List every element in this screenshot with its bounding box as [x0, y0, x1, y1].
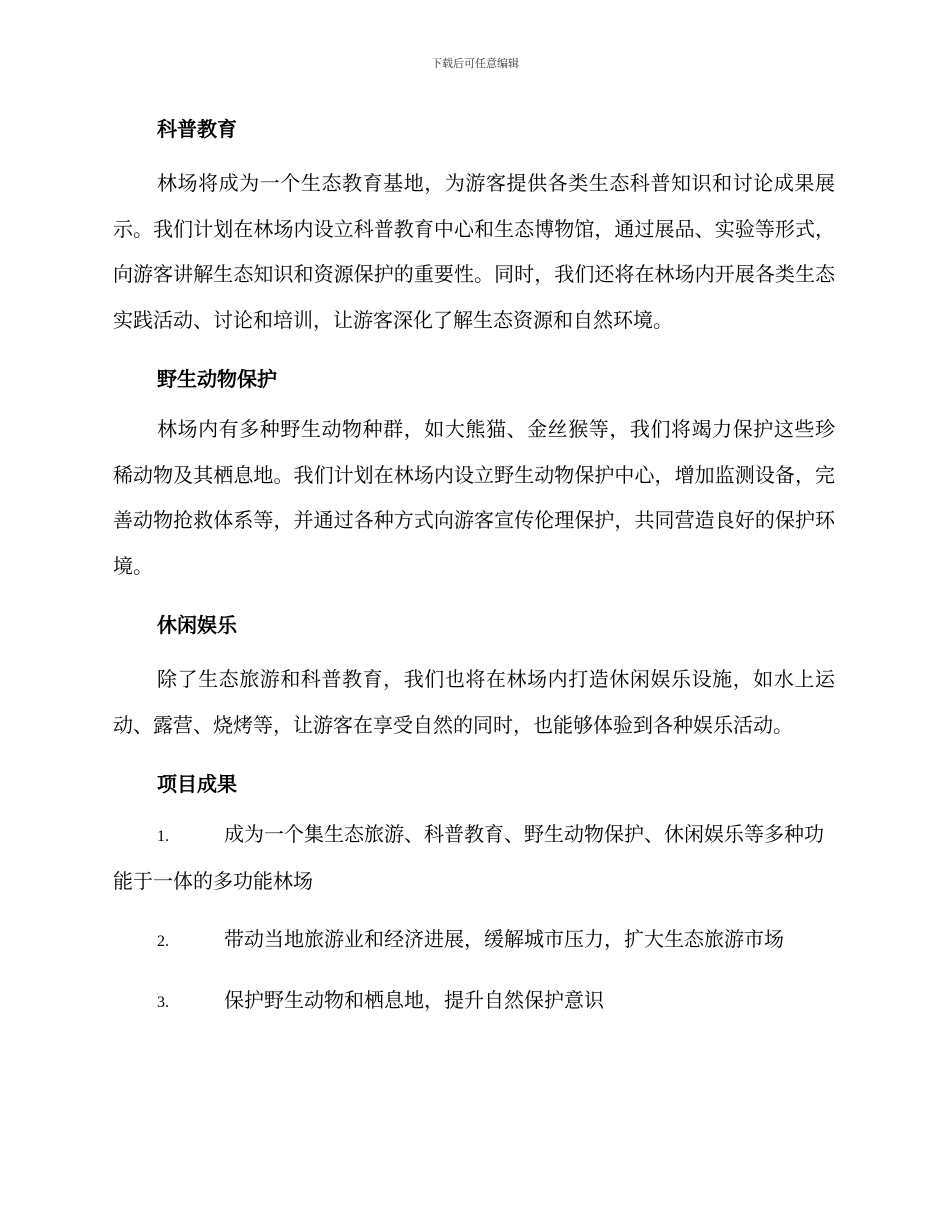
- section-heading-science-education: 科普教育: [157, 117, 237, 141]
- section-paragraph-leisure: 除了生态旅游和科普教育，我们也将在林场内打造休闲娱乐设施，如水上运动、露营、烧烤等，让游客在享受自然的同时，也能够体验到各种娱乐活动。: [113, 667, 835, 737]
- section-heading-leisure: 休闲娱乐: [157, 613, 237, 637]
- list-item: [113, 978, 835, 1025]
- list-item-number: 2.: [157, 933, 169, 950]
- section-heading-wildlife-protection: 野生动物保护: [157, 367, 277, 391]
- list-item-text: 成为一个集生态旅游、科普教育、野生动物保护、休闲娱乐等多种功能于一体的多功能林场: [113, 822, 824, 893]
- list-item-text: 带动当地旅游业和经济进展，缓解城市压力，扩大生态旅游市场: [224, 927, 784, 951]
- list-item-number: 3.: [157, 994, 169, 1011]
- page-header-note: 下载后可任意编辑: [431, 57, 519, 70]
- list-item: [113, 812, 835, 903]
- section-paragraph-wildlife-protection: 林场内有多种野生动物种群，如大熊猫、金丝猴等，我们将竭力保护这些珍稀动物及其栖息地。我们计划在林场内设立野生动物保护中心，增加监测设备，完善动物抢救体系等，并通过各种方式向游客宣传伦理保护，共同营造良好的保护环境。: [113, 417, 835, 578]
- section-heading-project-results: 项目成果: [157, 772, 237, 796]
- document-body: [113, 113, 835, 1025]
- results-list: [113, 812, 835, 1025]
- list-item-text: 保护野生动物和栖息地，提升自然保护意识: [224, 988, 604, 1012]
- list-item-number: 1.: [157, 828, 169, 845]
- list-item: [113, 917, 835, 964]
- section-paragraph-science-education: 林场将成为一个生态教育基地，为游客提供各类生态科普知识和讨论成果展示。我们计划在林场内设立科普教育中心和生态博物馆，通过展品、实验等形式，向游客讲解生态知识和资源保护的重要性。同时，我们还将在林场内开展各类生态实践活动、讨论和培训，让游客深化了解生态资源和自然环境。: [113, 171, 835, 332]
